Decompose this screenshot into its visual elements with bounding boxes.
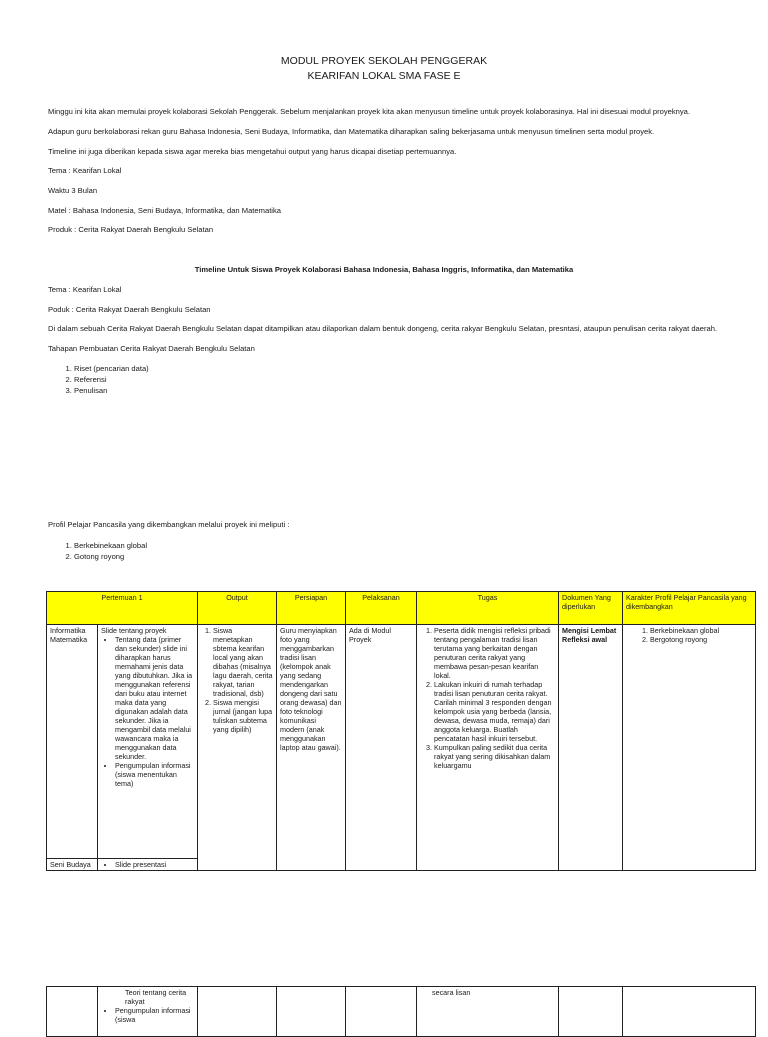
list-item: 1. Peserta didik mengisi refleksi pribadi tentang pengalaman tradisi lisan terutama yang berkaitan dengan penuturan cerita rakyat yang membawa pesan-pesan kearifan lokal. [434,626,555,680]
header-persiapan: Persiapan [277,592,346,625]
tugas-continued-cell: secara lisan [417,987,559,1037]
timeline-tema: Tema : Kearifan Lokal [48,285,122,294]
list-item: 3. Kumpulkan paling sedikit dua cerita rakyat yang sering dikisahkan dalam keluargamu [434,743,555,770]
list-item: 2. Bergotong royong [650,635,752,644]
persiapan-cell: Guru menyiapkan foto yang menggambarkan tradisi lisan (kelompok anak yang sedang mendengarkan dongeng dari satu orang dewasa) dan foto teknologi komunikasi modern (anak menggunakan laptop atau gawai). [277,625,346,871]
list-item: 1. Riset (pencarian data) [74,363,149,374]
timeline-table [46,591,756,871]
list-item: • Tentang data (primer dan sekunder) slide ini diharapkan harus memahami jenis data yang dibutuhkan. Jika ia menggunakan referensi dari buku atau internet maka data yang digunakan adalah data sekunder. Jika ia mengambil data melalui wawancara maka ia menggunakan data sekunder. [115,635,194,761]
pertemuan-cell [98,625,198,859]
header-tugas: Tugas [417,592,559,625]
list-item: • Pengumpulan informasi (siswa menentukan tema) [115,761,194,788]
list-item: 2. Lakukan inkuiri di rumah terhadap tradisi lisan penuturan cerita rakyat. Carilah minimal 3 responden dengan kelompok usia yang berbeda (lansia, dewasa, dewasa muda, remaja) dari anggota keluarga. Buatlah pencatatan hasil inkuiri tersebut. [434,680,555,743]
dokumen-cell: Mengisi Lembat Refleksi awal [559,625,623,871]
output-cell [198,625,277,871]
list-item: 2. Siswa mengisi jurnal (jangan lupa tuliskan subtema yang dipilih) [213,698,273,734]
pertemuan-continued-cell [98,987,198,1037]
list-item: 2. Referensi [74,374,149,385]
profil-list [48,540,147,562]
table-row [47,625,756,859]
timeline-description: Di dalam sebuah Cerita Rakyat Daerah Bengkulu Selatan dapat ditampilkan atau dilaporkan dalam bentuk dongeng, cerita rakyar Bengkulu Selatan, presntasi, ataupun penulisan cerita rakyat daerah. [48,324,718,333]
list-item: • Pengumpulan informasi (siswa [115,1006,194,1024]
header-karakter: Karakter Profil Pelajar Pancasila yang dikembangkan [623,592,756,625]
intro-paragraph-2: Adapun guru berkolaborasi rekan guru Bahasa Indonesia, Seni Budaya, Informatika, dan Matematika diharapkan saling bekerjasama untuk menyusun timelinen serta modul proyek. [48,127,655,136]
produk-line: Produk : Cerita Rakyat Daerah Bengkulu Selatan [48,225,214,234]
list-item: • Slide presentasi [115,860,194,869]
pertemuan-last-cell [98,859,198,871]
timeline-table-continued [46,986,756,1037]
timeline-produk: Poduk : Cerita Rakyat Daerah Bengkulu Selatan [48,305,211,314]
list-item: 3. Penulisan [74,385,149,396]
timeline-heading: Timeline Untuk Siswa Proyek Kolaborasi Bahasa Indonesia, Bahasa Inggris, Informatika, dan Matematika [194,265,574,274]
pertemuan-continued-top: Teori tentang cerita rakyat [125,988,187,1006]
list-item: 1. Siswa menetapkan sbtema kearifan local yang akan dibahas (misalnya lagu daerah, cerita rakyat, tarian tradisional, dsb) [213,626,273,698]
tema-line: Tema : Kearifan Lokal [48,166,122,175]
subject-seni-budaya: Seni Budaya [47,859,98,871]
pertemuan-top: Slide tentang proyek [101,626,167,635]
profil-intro: Profil Pelajar Pancasila yang dikembangkan melalui proyek ini meliputi : [48,520,290,529]
header-pelaksanaan: Pelaksanan [346,592,417,625]
subject-matematika: Matematika [50,635,88,644]
subjects-cell [47,625,98,859]
pelaksanaan-cell: Ada di Modul Proyek [346,625,417,871]
stages-list [48,363,149,396]
table-row [47,987,756,1037]
subject-informatika: Informatika [50,626,86,635]
tugas-cell [417,625,559,871]
list-item: 1. Berkebinekaan global [74,540,147,551]
karakter-cell [623,625,756,871]
intro-paragraph-3: Timeline ini juga diberikan kepada siswa agar mereka bias mengetahui output yang harus dicapai disetiap pertemuannya. [48,147,457,156]
list-item: 1. Berkebinekaan global [650,626,752,635]
waktu-line: Waktu 3 Bulan [48,186,98,195]
header-dokumen: Dokumen Yang diperlukan [559,592,623,625]
matel-line: Matel : Bahasa Indonesia, Seni Budaya, Informatika, dan Matematika [48,206,282,215]
header-output: Output [198,592,277,625]
header-pertemuan: Pertemuan 1 [47,592,198,625]
list-item: 2. Gotong royong [74,551,147,562]
timeline-stages-heading: Tahapan Pembuatan Cerita Rakyat Daerah Bengkulu Selatan [48,344,255,353]
document-subtitle: KEARIFAN LOKAL SMA FASE E [307,70,461,82]
document-title: MODUL PROYEK SEKOLAH PENGGERAK [280,55,488,67]
table-header-row [47,592,756,625]
intro-paragraph-1: Minggu ini kita akan memulai proyek kolaborasi Sekolah Penggerak. Sebelum menjalankan proyek kita akan menyusun timeline untuk proyek kolaborasinya. Hal ini disesuai modul proyeknya. [48,107,691,116]
